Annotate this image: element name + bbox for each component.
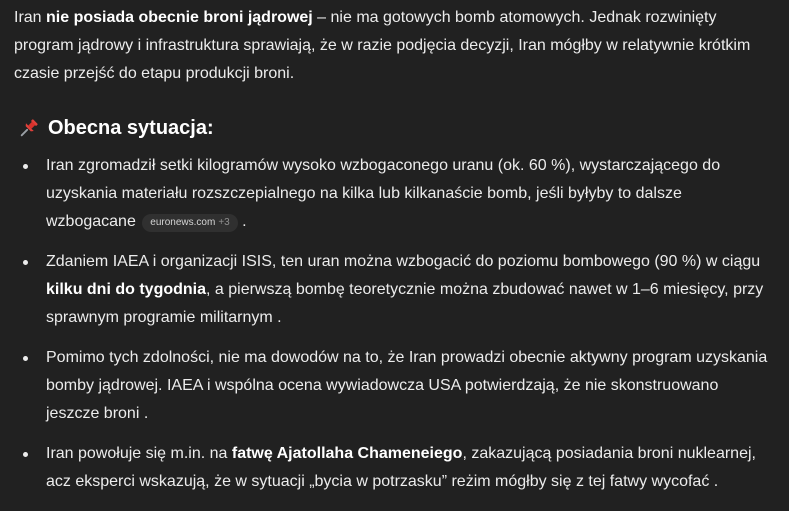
response-content — [14, 4, 776, 496]
source-chip-label: euronews.com — [150, 217, 216, 228]
section-title: Obecna sytuacja: — [48, 117, 214, 139]
intro-bold: nie posiada obecnie broni jądrowej — [46, 9, 313, 26]
section-heading — [14, 114, 776, 142]
pushpin-icon — [18, 117, 40, 139]
source-chip[interactable] — [142, 214, 237, 232]
list-item: Iran zgromadził setki kilogramów wysoko wzbogaconego uranu (ok. 60 %), wystarczającego do uzyskania materiału rozszczepialnego na kilka lub kilkanaście bomb, jeśli byłyby to dalsze wzbogacane euronews.com +3 . — [14, 152, 776, 236]
source-chip-count: +3 — [218, 217, 230, 228]
intro-prefix: Iran — [14, 9, 47, 26]
intro-paragraph — [14, 4, 776, 88]
list-item: Pomimo tych zdolności, nie ma dowodów na to, że Iran prowadzi obecnie aktywny program uzyskania bomby jądrowej. IAEA i wspólna ocena wywiadowcza USA potwierdzają, że nie skonstruowano jeszcze broni . — [14, 344, 776, 428]
list-item: Zdaniem IAEA i organizacji ISIS, ten uran można wzbogacić do poziomu bombowego (90 %) w ciągu kilku dni do tygodnia, a pierwszą bombę teoretycznie można zbudować nawet w 1–6 miesięcy, przy sprawnym programie militarnym . — [14, 248, 776, 332]
bullet-list — [14, 152, 776, 496]
list-item: Iran powołuje się m.in. na fatwę Ajatollaha Chameneiego, zakazującą posiadania broni nuklearnej, acz eksperci wskazują, że w sytuacji „bycia w potrzasku” reżim mógłby się z tej fatwy wycofać . — [14, 440, 776, 496]
intro-suffix: – nie ma gotowych bomb atomowych. Jednak rozwinięty program jądrowy i infrastruktura sprawiają, że w razie podjęcia decyzji, Iran mógłby w relatywnie krótkim czasie przejść do etapu produkcji broni. — [14, 9, 751, 82]
